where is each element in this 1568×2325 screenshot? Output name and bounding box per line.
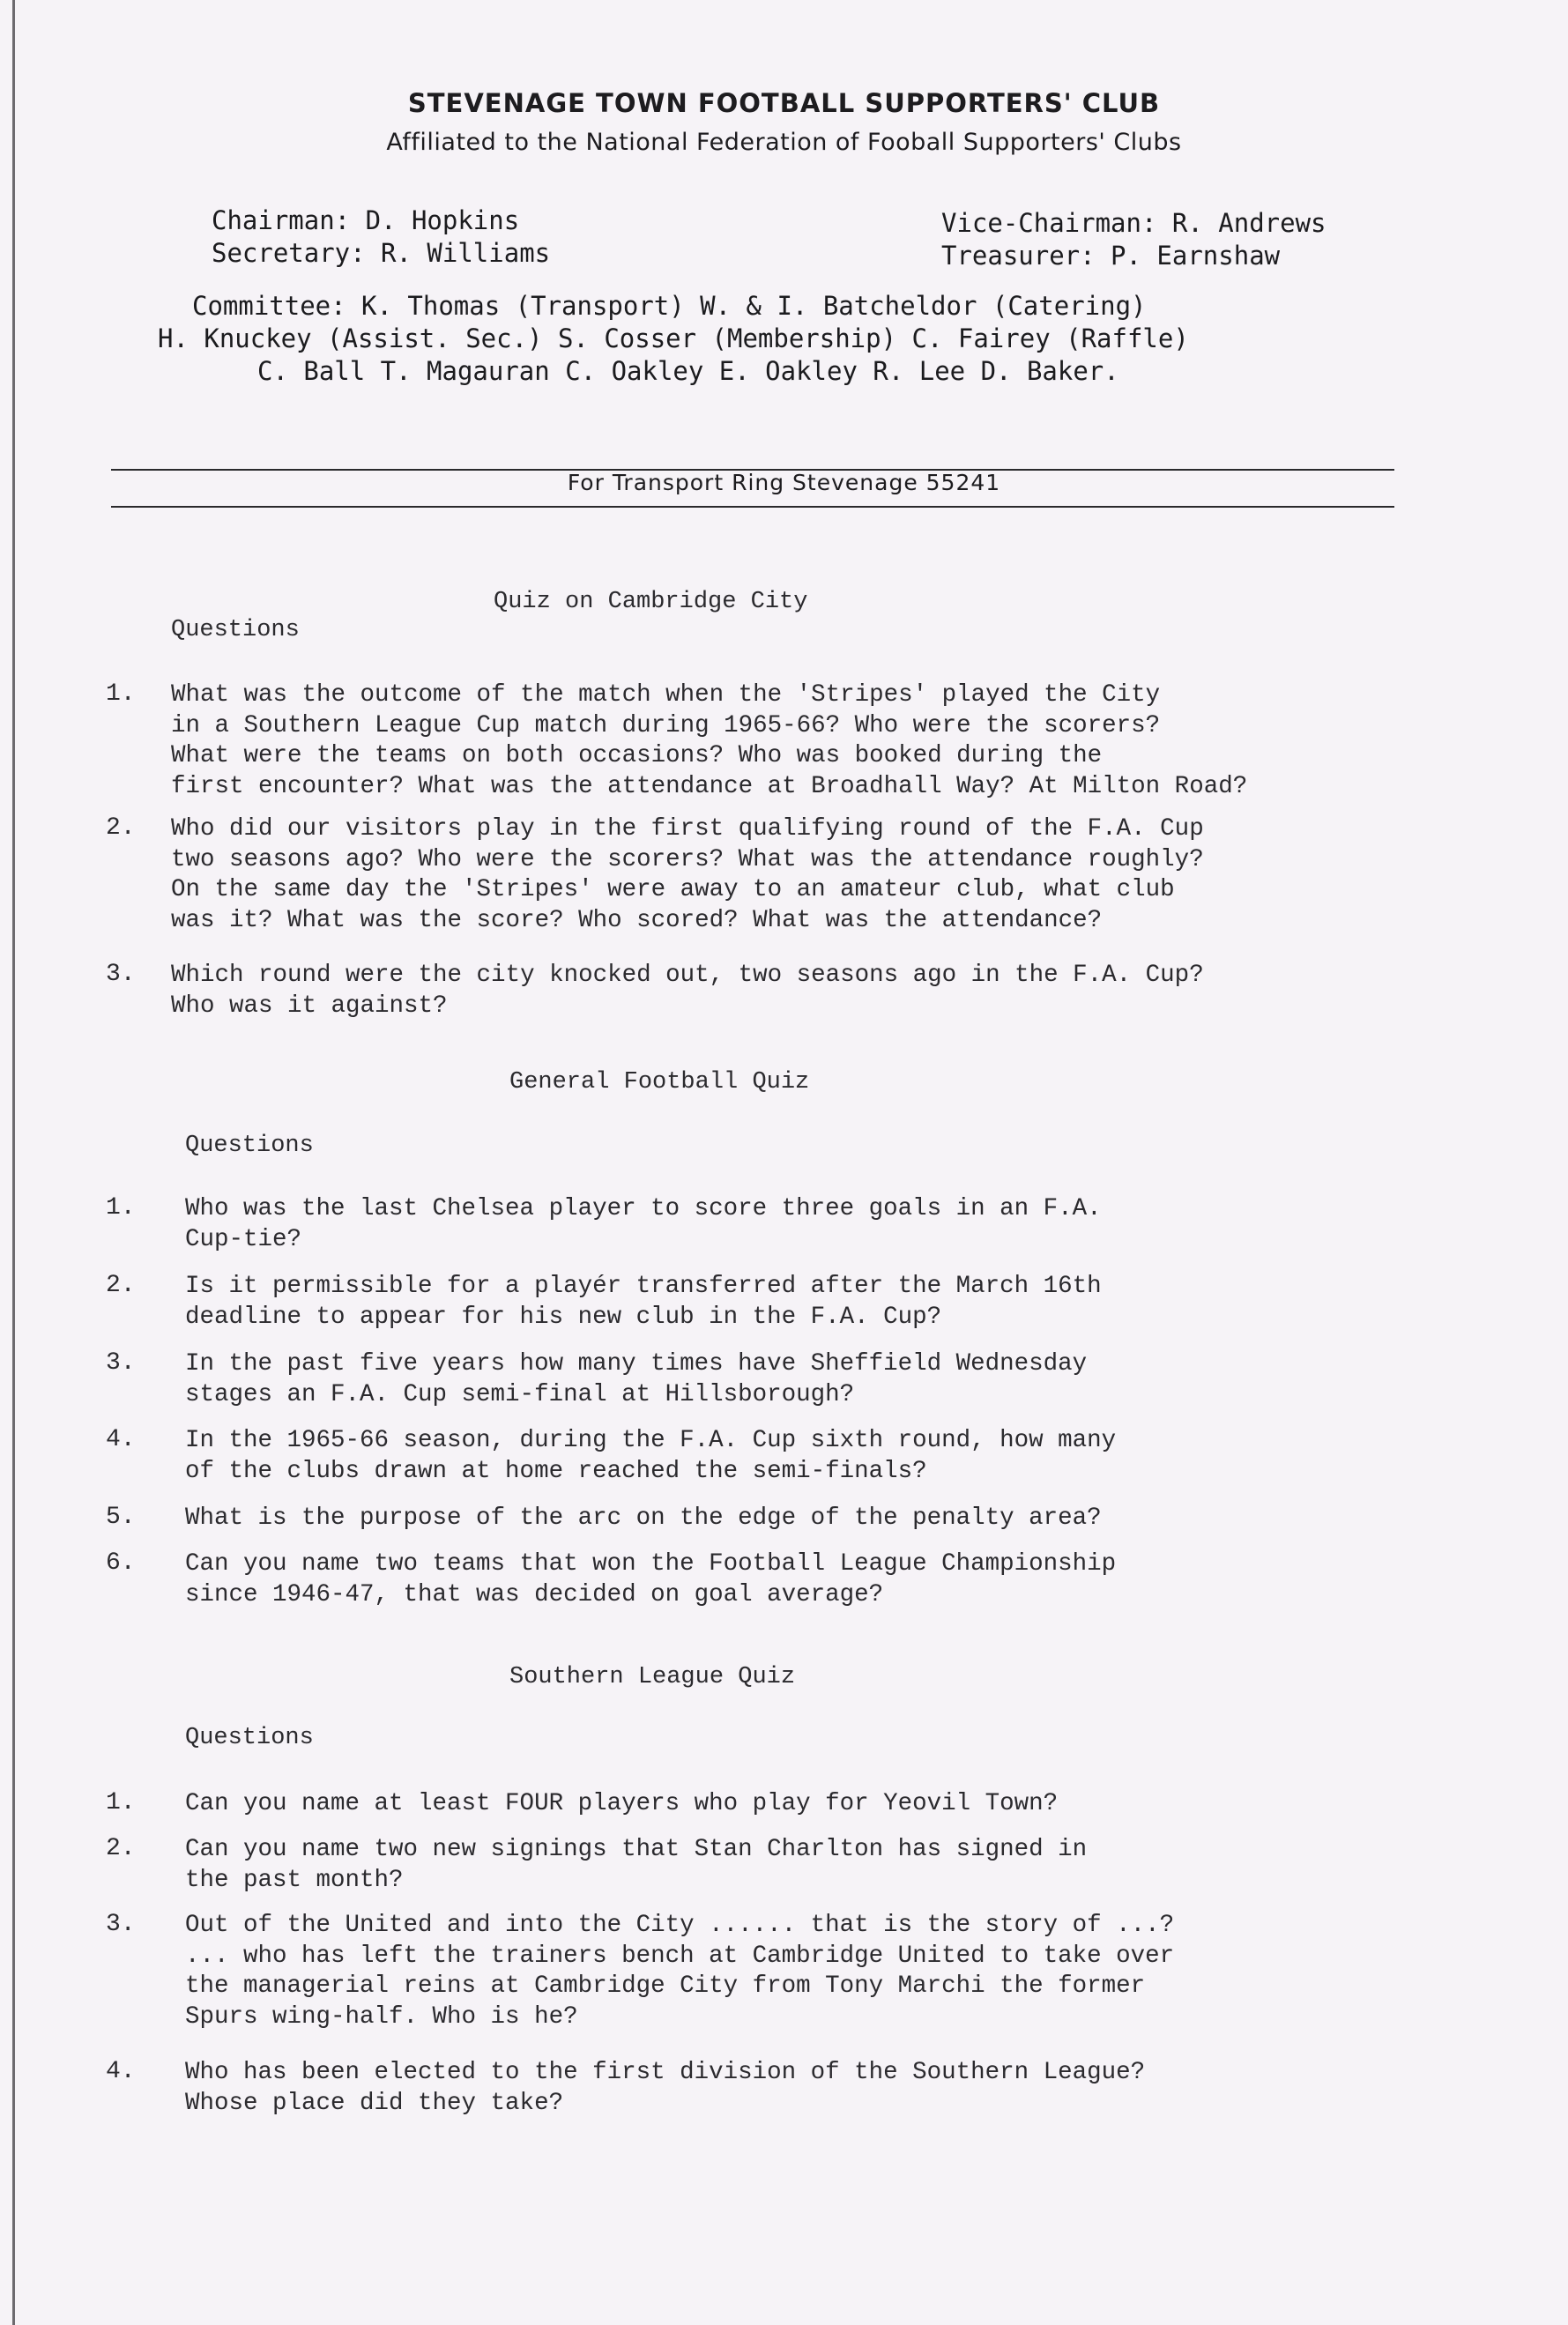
question-line: What were the teams on both occasions? Who was booked during the [171,742,1103,769]
question-line: Can you name two teams that won the Football League Championship [185,1550,1117,1578]
treasurer: Treasurer: P. Earnshaw [941,241,1281,271]
question-text [185,1549,1419,1610]
question-number: 3. [106,961,136,988]
question-line: Can you name at least FOUR players who play for Yeovil Town? [185,1790,1059,1817]
section-subtitle: Questions [185,1133,314,1159]
question-line: deadline to appear for his new club in the F.A. Cup? [185,1303,942,1331]
question-text [185,1272,1419,1333]
question-line: Who was it against? [171,992,448,1020]
question-number: 2. [106,814,136,842]
question-line: Who was the last Chelsea player to score three goals in an F.A. [185,1195,1102,1222]
question-line: On the same day the 'Stripes' were away to an amateur club, what club [171,876,1175,903]
question-number: 3. [106,1911,136,1938]
question-number: 1. [106,1789,136,1816]
section-title: Southern League Quiz [509,1664,796,1690]
question-text [185,1835,1419,1896]
bottom-rule [111,506,1394,508]
vice-chairman: Vice-Chairman: R. Andrews [941,208,1326,238]
question-number: 4. [106,2058,136,2085]
question-text [185,1504,1419,1534]
club-name: STEVENAGE TOWN FOOTBALL SUPPORTERS' CLUB [407,88,1161,118]
question-line: in a Southern League Cup match during 1965-66? Who were the scorers? [171,711,1161,739]
question-line: Which round were the city knocked out, two seasons ago in the F.A. Cup? [171,962,1204,989]
question-number: 5. [106,1504,136,1531]
question-line: the past month? [185,1866,404,1894]
question-line: What is the purpose of the arc on the edge of the penalty area? [185,1504,1102,1532]
committee-line-3: C. Ball T. Magauran C. Oakley E. Oakley R. Lee D. Baker. [257,356,1119,386]
chairman: Chairman: D. Hopkins [212,205,520,235]
question-line: two seasons ago? Who were the scorers? What was the attendance roughly? [171,845,1204,873]
question-text [185,1349,1419,1410]
committee-line-2: H. Knuckey (Assist. Sec.) S. Cosser (Membership) C. Fairey (Raffle) [158,323,1189,353]
question-line: In the 1965-66 season, during the F.A. Cup sixth round, how many [185,1427,1117,1454]
section-subtitle: Questions [171,617,300,643]
question-text [185,1426,1419,1487]
question-number: 2. [106,1272,136,1299]
question-line: of the clubs drawn at home reached the semi-finals? [185,1457,927,1485]
question-number: 2. [106,1835,136,1862]
question-line: first encounter? What was the attendance at Broadhall Way? At Milton Road? [171,772,1248,800]
question-line: Out of the United and into the City ...... that is the story of ...? [185,1912,1175,1939]
question-line: In the past five years how many times have Sheffield Wednesday [185,1350,1088,1378]
question-text [185,1789,1419,1820]
question-line: ... who has left the trainers bench at Cambridge United to take over [185,1942,1175,1970]
question-number: 6. [106,1549,136,1577]
question-text [185,2058,1419,2119]
committee-line-1: Committee: K. Thomas (Transport) W. & I. Batcheldor (Catering) [192,291,1147,321]
transport-line: For Transport Ring Stevenage 55241 [567,470,1001,495]
page-edge-line [12,0,15,2325]
question-text [171,680,1405,802]
question-line: the managerial reins at Cambridge City from Tony Marchi the former [185,1972,1146,2000]
question-line: Who did our visitors play in the first qualifying round of the F.A. Cup [171,815,1204,843]
question-line: Whose place did they take? [185,2089,564,2117]
question-line: Is it permissible for a playér transferred after the March 16th [185,1273,1102,1300]
question-number: 1. [106,680,136,708]
secretary: Secretary: R. Williams [212,238,551,268]
question-line: Cup-tie? [185,1225,302,1253]
affiliation-line: Affiliated to the National Federation of Fooball Supporters' Clubs [386,129,1182,156]
question-line: was it? What was the score? Who scored? What was the attendance? [171,906,1103,934]
question-line: since 1946-47, that was decided on goal average? [185,1580,884,1608]
question-text [185,1911,1419,2032]
question-line: stages an F.A. Cup semi-final at Hillsborough? [185,1380,855,1408]
question-number: 4. [106,1426,136,1453]
question-line: Spurs wing-half. Who is he? [185,2002,578,2031]
question-number: 1. [106,1194,136,1222]
question-number: 3. [106,1349,136,1377]
question-line: What was the outcome of the match when the 'Stripes' played the City [171,681,1161,709]
question-text [185,1194,1419,1255]
section-title: General Football Quiz [509,1069,810,1096]
question-line: Who has been elected to the first division of the Southern League? [185,2059,1146,2086]
question-text [171,961,1405,1021]
question-line: Can you name two new signings that Stan Charlton has signed in [185,1836,1088,1863]
section-title: Quiz on Cambridge City [494,589,808,615]
section-subtitle: Questions [185,1725,314,1751]
question-text [171,814,1405,936]
